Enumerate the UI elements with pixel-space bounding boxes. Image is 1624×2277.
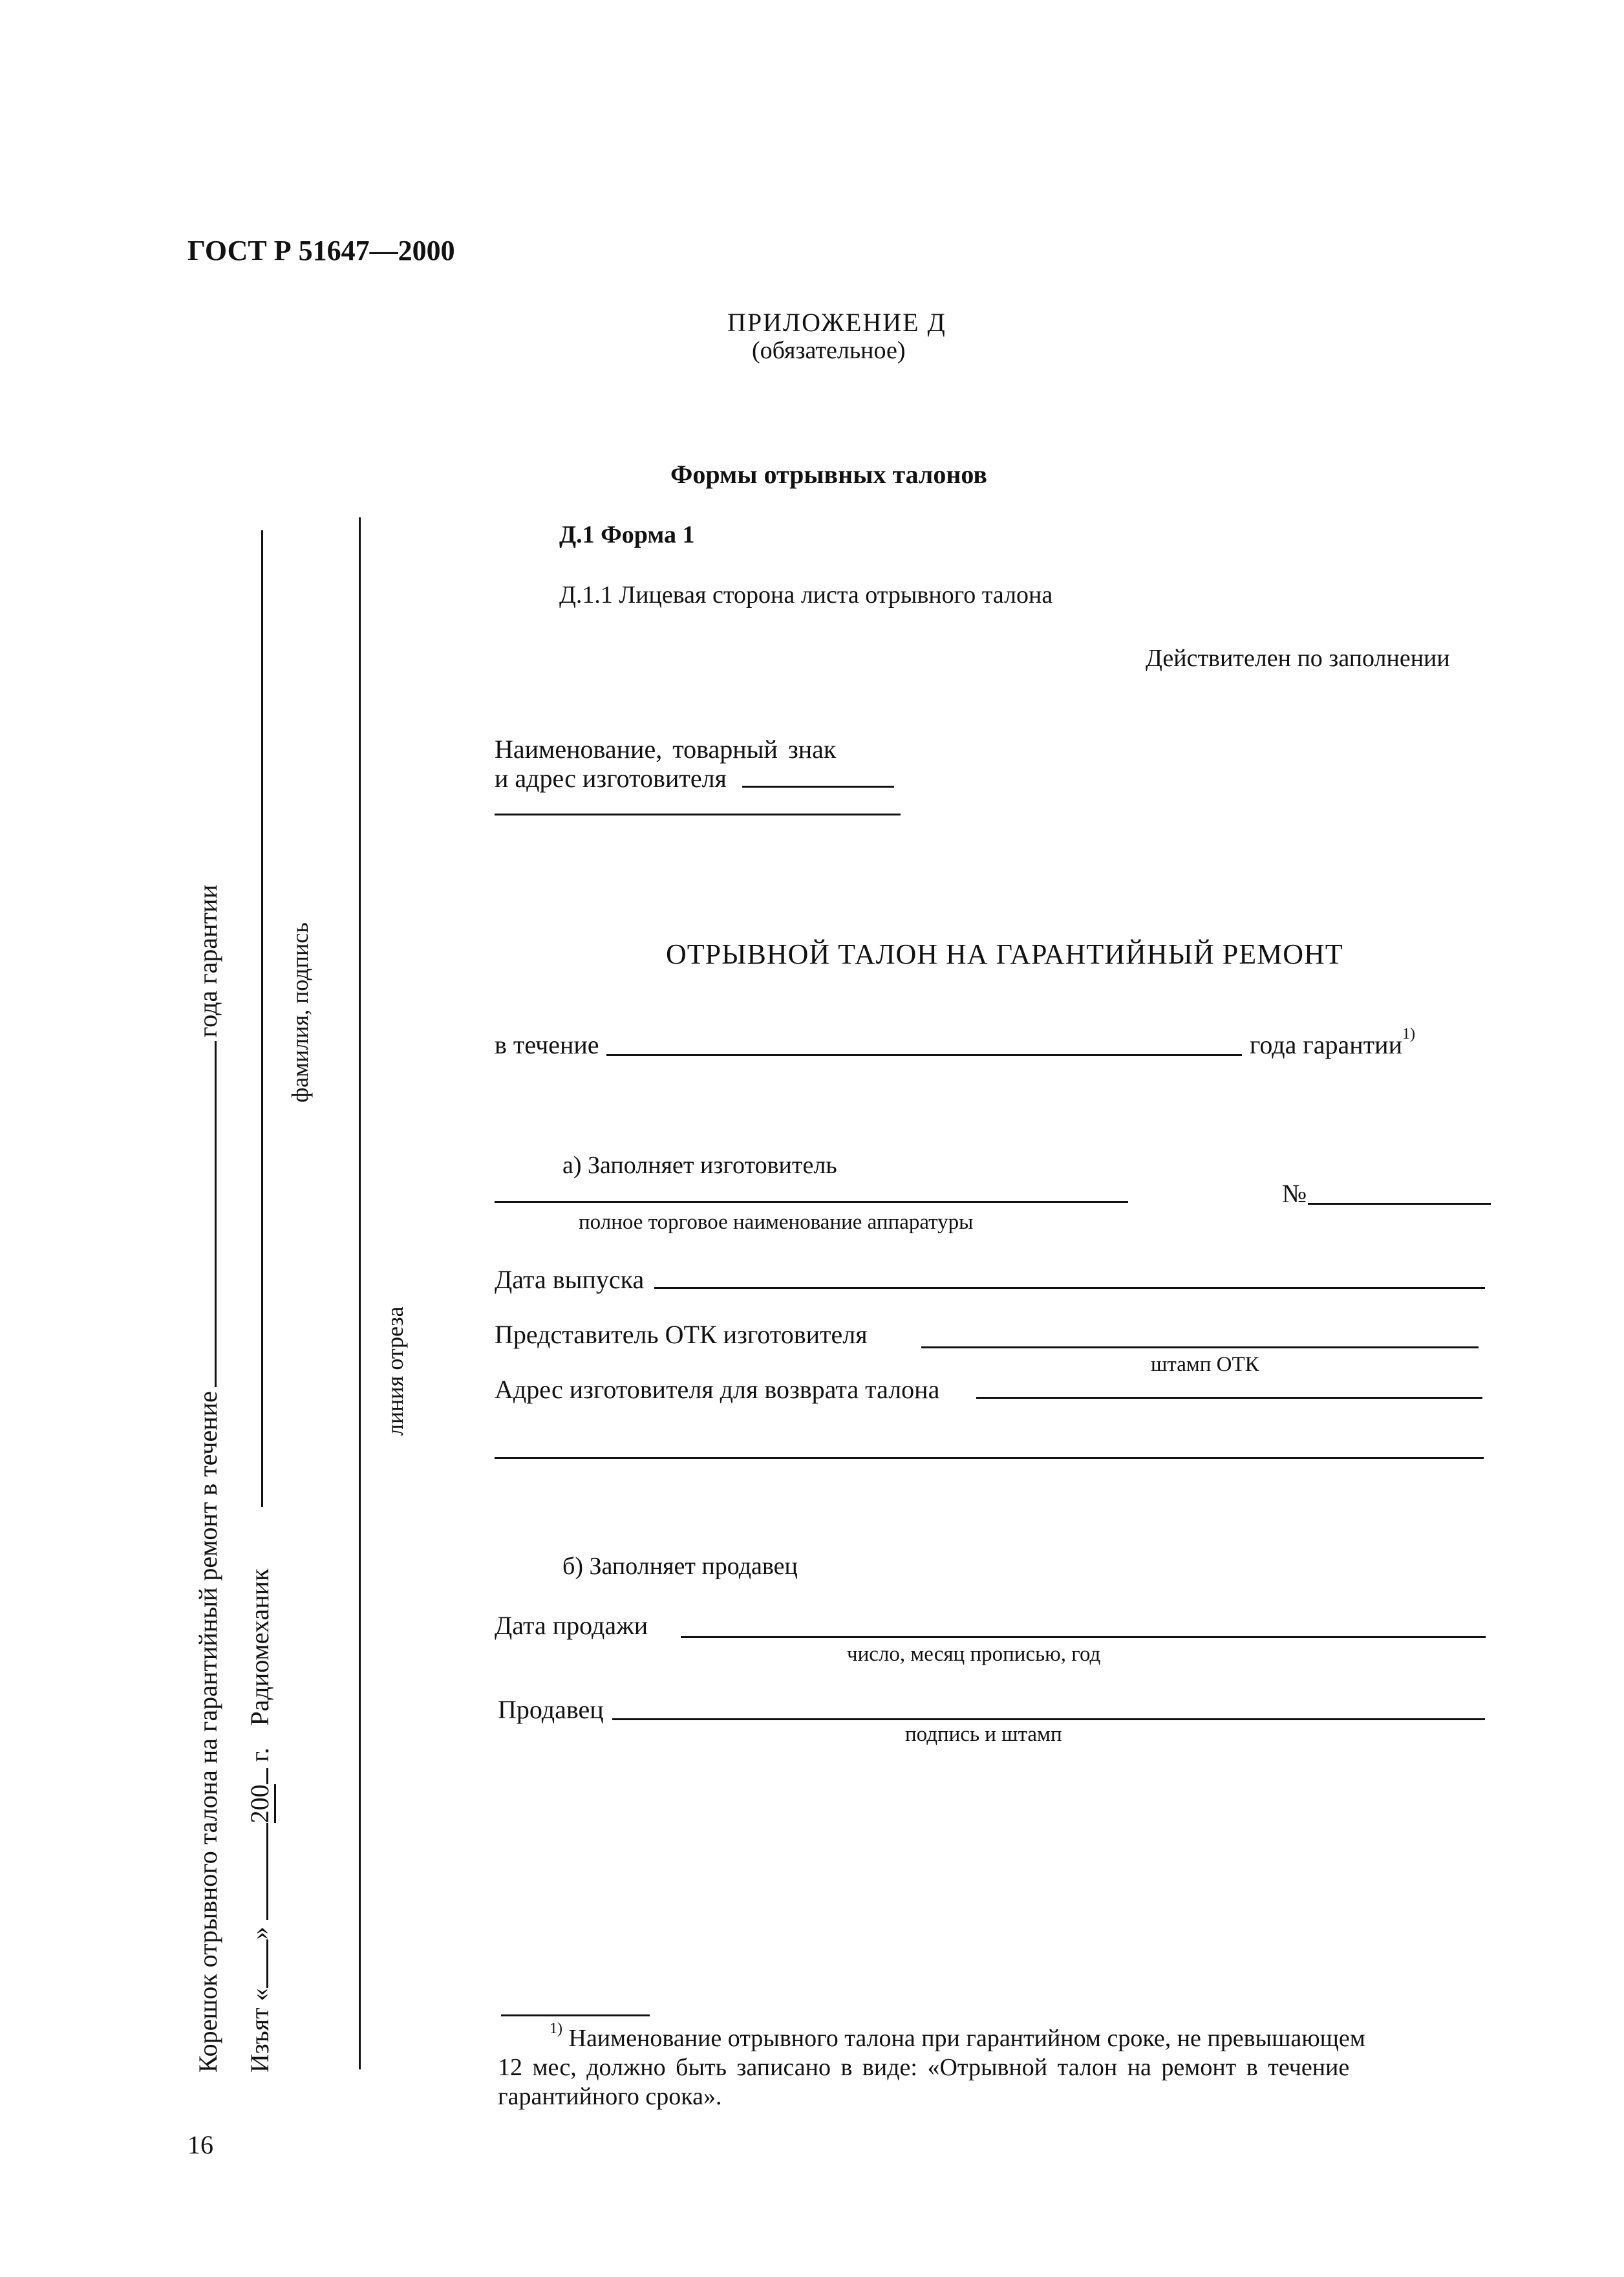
stub-year-blank bbox=[247, 1768, 268, 1784]
stub-text-line1: Корешок отрывного талона на гарантийный ремонт в течение bbox=[193, 1391, 222, 2073]
stub-year: 200 bbox=[245, 1784, 276, 1823]
release-date-line bbox=[654, 1287, 1485, 1289]
return-address-label: Адрес изготовителя для возврата талона bbox=[495, 1375, 940, 1404]
validity-note: Действителен по заполнении bbox=[1146, 645, 1450, 672]
stub-warranty-blank bbox=[195, 1041, 217, 1387]
stub-year-suffix: г. bbox=[245, 1747, 274, 1762]
footnote-line-2: 12 мес, должно быть записано в виде: «Отрывной талон на ремонт в течение bbox=[498, 2054, 1350, 2081]
cut-line bbox=[359, 517, 361, 2069]
release-date-label: Дата выпуска bbox=[495, 1265, 645, 1294]
form-number: Д.1 Форма 1 bbox=[559, 521, 695, 548]
product-name-line bbox=[495, 1201, 1128, 1203]
part-a-heading: а) Заполняет изготовитель bbox=[562, 1152, 837, 1179]
part-b-heading: б) Заполняет продавец bbox=[562, 1553, 798, 1580]
subsection-title: Д.1.1 Лицевая сторона листа отрывного талона bbox=[559, 581, 1053, 609]
during-label: в течение bbox=[495, 1030, 599, 1059]
return-address-line-2 bbox=[495, 1457, 1484, 1459]
otk-representative-line bbox=[921, 1346, 1479, 1348]
stub-signature-caption: фамилия, подпись bbox=[287, 922, 313, 1103]
sale-date-caption: число, месяц прописью, год bbox=[847, 1643, 1101, 1666]
stub-warranty-years: года гарантии bbox=[193, 885, 222, 1038]
footnote-mark: 1) bbox=[550, 2020, 562, 2037]
serial-number-line bbox=[1308, 1203, 1491, 1205]
otk-stamp-caption: штамп ОТК bbox=[1151, 1353, 1259, 1376]
sale-date-label: Дата продажи bbox=[495, 1611, 648, 1640]
stub-day-blank bbox=[247, 1939, 268, 1988]
warranty-period-line bbox=[606, 1054, 1242, 1056]
seller-label: Продавец bbox=[498, 1695, 604, 1724]
sale-date-line bbox=[681, 1636, 1486, 1638]
stub-line-1 bbox=[193, 885, 223, 2073]
cut-line-label: линия отреза bbox=[382, 1306, 408, 1436]
stub-month-blank bbox=[247, 1823, 268, 1920]
footnote-line-1 bbox=[550, 2020, 1365, 2053]
return-address-line-1 bbox=[976, 1397, 1482, 1399]
footnote-separator bbox=[501, 2014, 650, 2016]
stub-signature-rule bbox=[261, 530, 263, 1507]
manufacturer-field-line-2 bbox=[495, 814, 901, 815]
product-name-caption: полное торговое наименование аппаратуры bbox=[579, 1211, 974, 1234]
seller-caption: подпись и штамп bbox=[905, 1723, 1062, 1746]
stub-line-2 bbox=[244, 1569, 275, 2073]
otk-representative-label: Представитель ОТК изготовителя bbox=[495, 1320, 868, 1349]
footnote-text-1: Наименование отрывного талона при гарантийном сроке, не превышающем bbox=[568, 2025, 1365, 2052]
footnote-reference: 1) bbox=[1402, 1026, 1415, 1042]
page-number: 16 bbox=[187, 2130, 213, 2159]
document-code: ГОСТ Р 51647—2000 bbox=[187, 235, 455, 266]
coupon-title: ОТРЫВНОЙ ТАЛОН НА ГАРАНТИЙНЫЙ РЕМОНТ bbox=[666, 938, 1343, 970]
number-sign: № bbox=[1282, 1179, 1307, 1208]
footnote-line-3: гарантийного срока». bbox=[498, 2083, 722, 2110]
stub-mechanic-label: Радиомеханик bbox=[245, 1568, 274, 1726]
manufacturer-field-line-1 bbox=[742, 786, 894, 788]
manufacturer-label-line2: и адрес изготовителя bbox=[495, 764, 727, 793]
section-title: Формы отрывных талонов bbox=[670, 460, 988, 489]
seller-line bbox=[612, 1718, 1485, 1720]
stub-quote-close: » bbox=[245, 1926, 274, 1940]
manufacturer-label-line1: Наименование, товарный знак bbox=[495, 735, 837, 764]
stub-taken-label: Изъят « bbox=[245, 1988, 274, 2073]
warranty-years-label: года гарантии$^{1)}$ bbox=[1250, 1026, 1415, 1059]
appendix-title: ПРИЛОЖЕНИЕ Д bbox=[727, 308, 946, 337]
appendix-subtitle: (обязательное) bbox=[752, 337, 906, 364]
